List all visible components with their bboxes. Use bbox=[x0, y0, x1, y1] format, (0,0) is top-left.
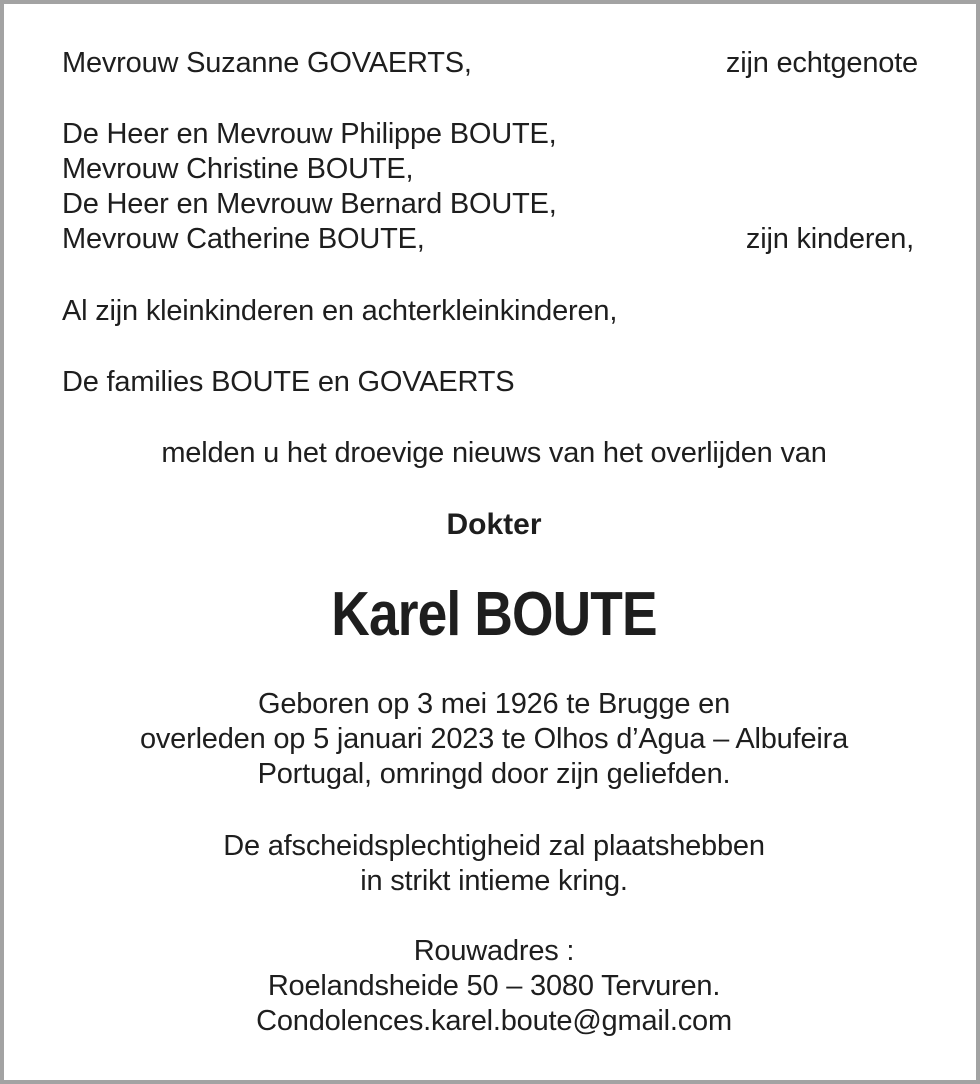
spouse-name: Mevrouw Suzanne GOVAERTS, bbox=[62, 47, 472, 79]
ceremony-line-2: in strikt intieme kring. bbox=[360, 865, 628, 897]
children-role: zijn kinderen, bbox=[745, 223, 914, 255]
address-label: Rouwadres : bbox=[413, 935, 575, 967]
deceased-name: Karel BOUTE bbox=[331, 580, 657, 649]
child-1: De Heer en Mevrouw Philippe BOUTE, bbox=[62, 118, 557, 150]
grandchildren: Al zijn kleinkinderen en achterkleinkinderen, bbox=[62, 295, 618, 327]
ceremony-line-1: De afscheidsplechtigheid zal plaatshebben bbox=[223, 830, 765, 862]
spouse-role: zijn echtgenote bbox=[725, 47, 918, 79]
child-2: Mevrouw Christine BOUTE, bbox=[62, 153, 414, 185]
announcement: melden u het droevige nieuws van het overlijden van bbox=[161, 437, 827, 469]
condolence-email[interactable]: Condolences.karel.boute@gmail.com bbox=[256, 1005, 732, 1037]
families: De families BOUTE en GOVAERTS bbox=[62, 366, 515, 398]
death-line: overleden op 5 januari 2023 te Olhos d’Agua – Albufeira bbox=[139, 723, 849, 755]
child-3: De Heer en Mevrouw Bernard BOUTE, bbox=[62, 188, 557, 220]
address-street: Roelandsheide 50 – 3080 Tervuren. bbox=[267, 970, 721, 1002]
child-4: Mevrouw Catherine BOUTE, bbox=[62, 223, 425, 255]
deceased-title: Dokter bbox=[446, 508, 542, 541]
birth-line: Geboren op 3 mei 1926 te Brugge en bbox=[257, 688, 731, 720]
surrounded-line: Portugal, omringd door zijn geliefden. bbox=[257, 758, 731, 790]
